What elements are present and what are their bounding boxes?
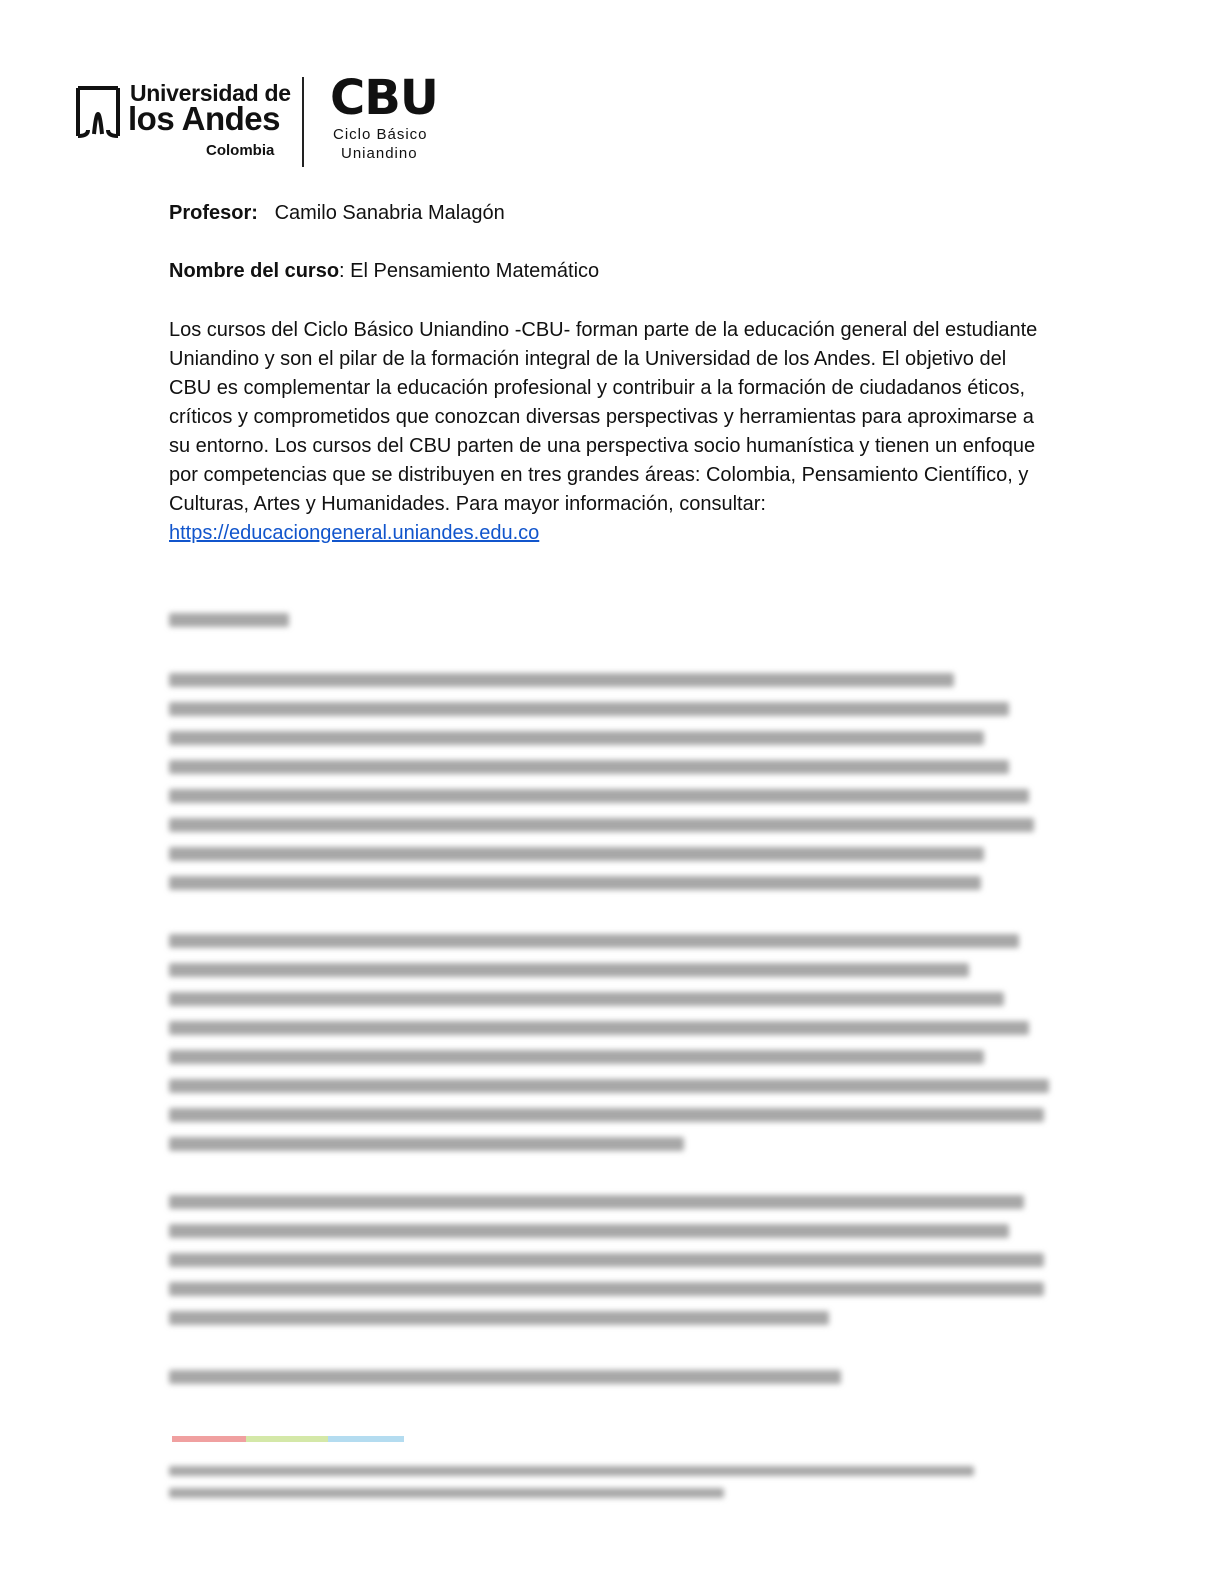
blurred-text-line [169, 1253, 1044, 1267]
blurred-text-line [169, 1282, 1044, 1296]
blurred-text-line [169, 1224, 1009, 1238]
logo-text-line1: Universidad de [130, 80, 291, 106]
color-bar-blue [328, 1436, 404, 1442]
logo-text-line3: Colombia [206, 142, 275, 159]
info-link[interactable]: https://educaciongeneral.uniandes.edu.co [169, 522, 540, 544]
blurred-text-line [169, 760, 1009, 774]
blurred-text-line [169, 1050, 984, 1064]
blurred-text-line [169, 1021, 1029, 1035]
blurred-text-line [169, 613, 289, 627]
blurred-text-line [169, 818, 1034, 832]
blurred-text-line [169, 1108, 1044, 1122]
blurred-text-line [169, 789, 1029, 803]
blurred-text-line [169, 1466, 974, 1476]
cbu-subtitle-2: Uniandino [341, 145, 418, 162]
professor-name: Camilo Sanabria Malagón [274, 202, 505, 224]
blurred-text-line [169, 934, 1019, 948]
color-bar-green [246, 1436, 328, 1442]
course-name: : El Pensamiento Matemático [339, 260, 600, 282]
course-label: Nombre del curso [169, 260, 340, 282]
blurred-text-line [169, 876, 981, 890]
blurred-text-line [169, 1370, 841, 1384]
logo-text-line2: los Andes [128, 100, 280, 137]
blurred-text-line [169, 1079, 1049, 1093]
blurred-text-line [169, 673, 954, 687]
blurred-text-line [169, 847, 984, 861]
intro-text: Los cursos del Ciclo Básico Uniandino -CBU- forman parte de la educación general del estudiante Uniandino y son el pilar de la formación integral de la Universidad de los Andes. El objetivo del CBU es complementar la educación profesional y contribuir a la formación de ciudadanos éticos, críticos y comprometidos que conozcan diversas perspectivas y herramientas para aproximarse a su entorno. Los cursos del CBU parten de una perspectiva socio humanística y tienen un enfoque por competencias que se distribuyen en tres grandes áreas: Colombia, Pensamiento Científico, y Culturas, Artes y Humanidades. Para mayor información, consultar: [169, 319, 1038, 515]
blurred-text-line [169, 992, 1004, 1006]
blurred-text-line [169, 731, 984, 745]
blurred-text-line [169, 702, 1009, 716]
color-bar-red [172, 1436, 246, 1442]
professor-label: Profesor: [169, 202, 258, 224]
cbu-subtitle-1: Ciclo Básico [333, 126, 428, 143]
blurred-text-line [169, 1195, 1024, 1209]
blurred-text-line [169, 963, 969, 977]
blurred-text-line [169, 1488, 724, 1498]
blurred-text-line [169, 1137, 684, 1151]
blurred-text-line [169, 1311, 829, 1325]
cbu-title: CBU [330, 70, 438, 126]
